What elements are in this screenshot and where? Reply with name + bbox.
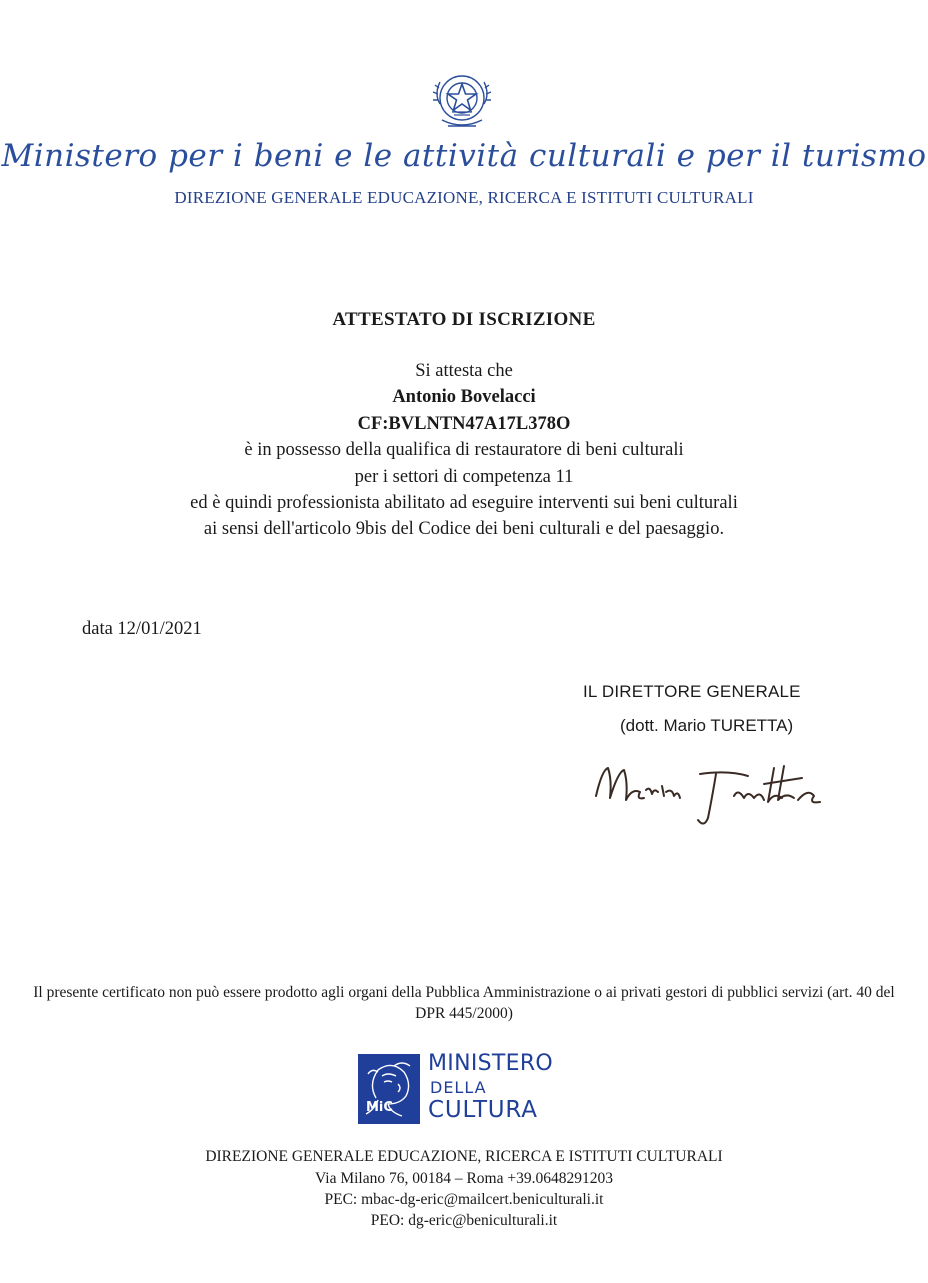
signatory-title: IL DIRETTORE GENERALE	[583, 682, 801, 701]
mic-logo-line-cultura: CULTURA	[428, 1097, 538, 1123]
footer-pec-email: PEC: mbac-dg-eric@mailcert.beniculturali.it	[324, 1191, 604, 1208]
legal-disclaimer: Il presente certificato non può essere prodotto agli organi della Pubblica Amministrazione o ai privati gestori di pubblici servizi (art. 40 del DPR 445/2000)	[33, 984, 895, 1022]
competence-sectors-line: per i settori di competenza 11	[354, 467, 574, 487]
footer-address: Via Milano 76, 00184 – Roma +39.0648291203	[315, 1170, 613, 1187]
italian-republic-emblem-icon	[428, 64, 496, 136]
attestation-intro: Si attesta che	[415, 361, 513, 381]
ministry-name-script: Ministero per i beni e le attività culturali e per il turismo	[1, 138, 927, 174]
certificate-title: ATTESTATO DI ISCRIZIONE	[332, 309, 596, 330]
holder-name: Antonio Bovelacci	[392, 387, 536, 407]
legal-reference-line: ai sensi dell'articolo 9bis del Codice dei beni culturali e del paesaggio.	[203, 519, 725, 539]
handwritten-signature	[588, 748, 848, 828]
mic-abbreviation: MiC	[366, 1100, 393, 1115]
authorization-line: ed è quindi professionista abilitato ad eseguire interventi sui beni culturali	[190, 493, 738, 513]
footer-peo-email: PEO: dg-eric@beniculturali.it	[370, 1212, 558, 1229]
holder-tax-code: CF:BVLNTN47A17L378O	[357, 414, 571, 434]
mic-logo-line-ministero: MINISTERO	[428, 1051, 554, 1076]
qualification-line: è in possesso della qualifica di restauratore di beni culturali	[244, 440, 684, 460]
issue-date: data 12/01/2021	[82, 619, 202, 639]
mic-logo-line-della: DELLA	[430, 1078, 487, 1097]
directorate-header: DIREZIONE GENERALE EDUCAZIONE, RICERCA E ISTITUTI CULTURALI	[174, 188, 754, 207]
footer-directorate: DIREZIONE GENERALE EDUCAZIONE, RICERCA E ISTITUTI CULTURALI	[205, 1148, 723, 1165]
signatory-name: (dott. Mario TURETTA)	[620, 716, 794, 735]
